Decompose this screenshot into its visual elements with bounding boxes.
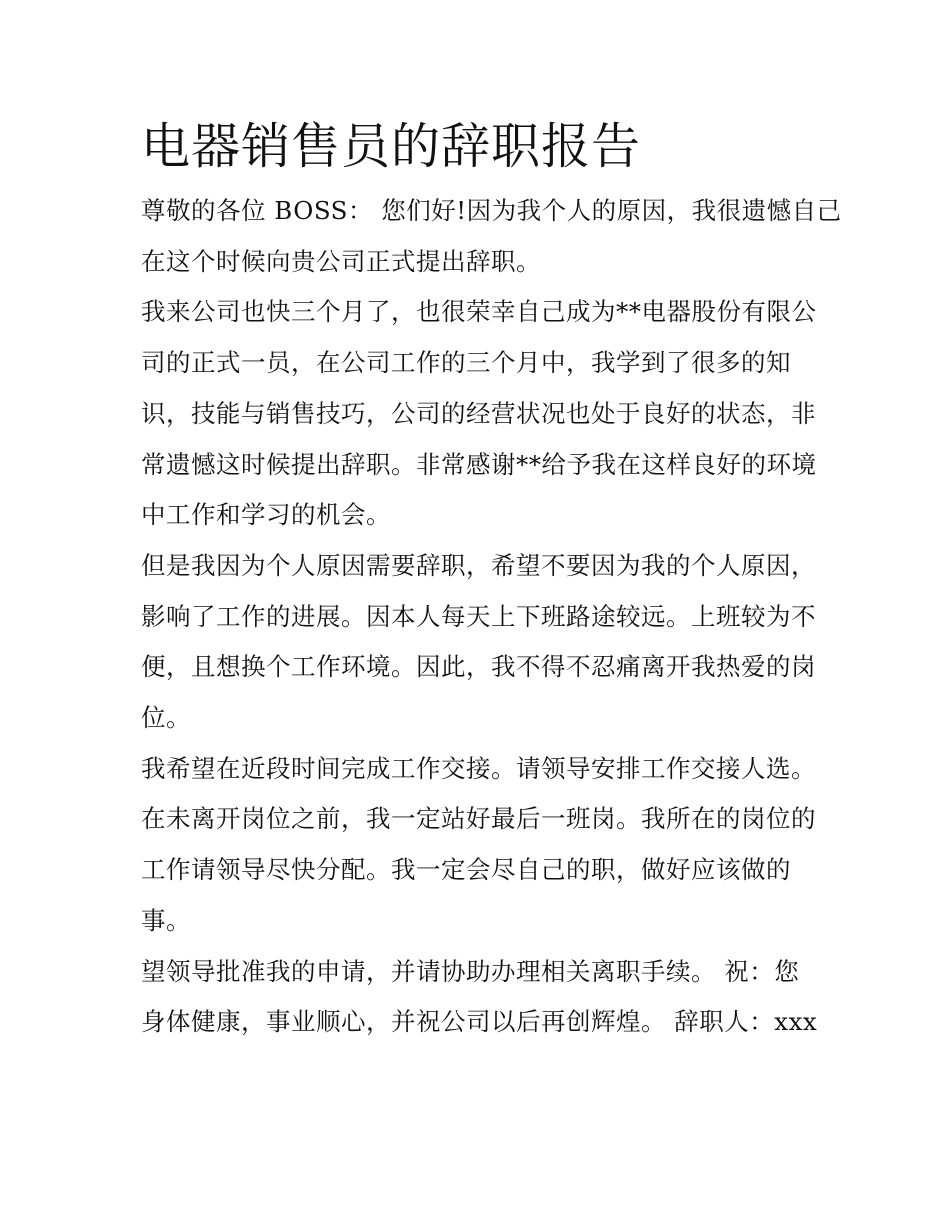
paragraph-closing [141, 947, 816, 1048]
paragraph-line: 在这个时候向贵公司正式提出辞职。 [141, 246, 541, 276]
paragraph-experience [141, 287, 816, 541]
paragraph-reason [141, 541, 816, 744]
paragraph-line: 在未离开岗位之前，我一定站好最后一班岗。我所在的岗位的 [141, 804, 816, 834]
paragraph-line: 影响了工作的进展。因本人每天上下班路途较远。上班较为不 [141, 601, 816, 631]
paragraph-line: 常遗憾这时候提出辞职。非常感谢**给予我在这样良好的环境 [141, 449, 817, 479]
document-page [141, 112, 842, 1048]
paragraph-line: 识，技能与销售技巧，公司的经营状况也处于良好的状态，非 [141, 398, 816, 428]
paragraph-line: 中工作和学习的机会。 [141, 500, 391, 530]
paragraph-line: 我希望在近段时间完成工作交接。请领导安排工作交接人选。 [141, 753, 816, 783]
document-title: 电器销售员的辞职报告 [141, 118, 642, 175]
paragraph-line: 司的正式一员，在公司工作的三个月中，我学到了很多的知 [141, 348, 791, 378]
paragraph-handover [141, 744, 816, 947]
paragraph-line: 事。 [141, 905, 191, 935]
paragraph-line: 但是我因为个人原因需要辞职，希望不要因为我的个人原因， [141, 550, 816, 580]
paragraph-line: 望领导批准我的申请，并请协助办理相关离职手续。 祝：您 [141, 956, 800, 986]
paragraph-line: 工作请领导尽快分配。我一定会尽自己的职，做好应该做的 [141, 855, 791, 885]
paragraph-line: 我来公司也快三个月了，也很荣幸自己成为**电器股份有限公 [141, 297, 817, 327]
paragraph-greeting [141, 186, 842, 287]
paragraph-line: 尊敬的各位 BOSS： 您们好!因为我个人的原因，我很遗憾自己 [141, 196, 842, 225]
paragraph-line: 位。 [141, 703, 191, 733]
paragraph-line: 便，且想换个工作环境。因此，我不得不忍痛离开我热爱的岗 [141, 652, 816, 682]
paragraph-line: 身体健康，事业顺心，并祝公司以后再创辉煌。 辞职人：xxx [141, 1007, 818, 1037]
